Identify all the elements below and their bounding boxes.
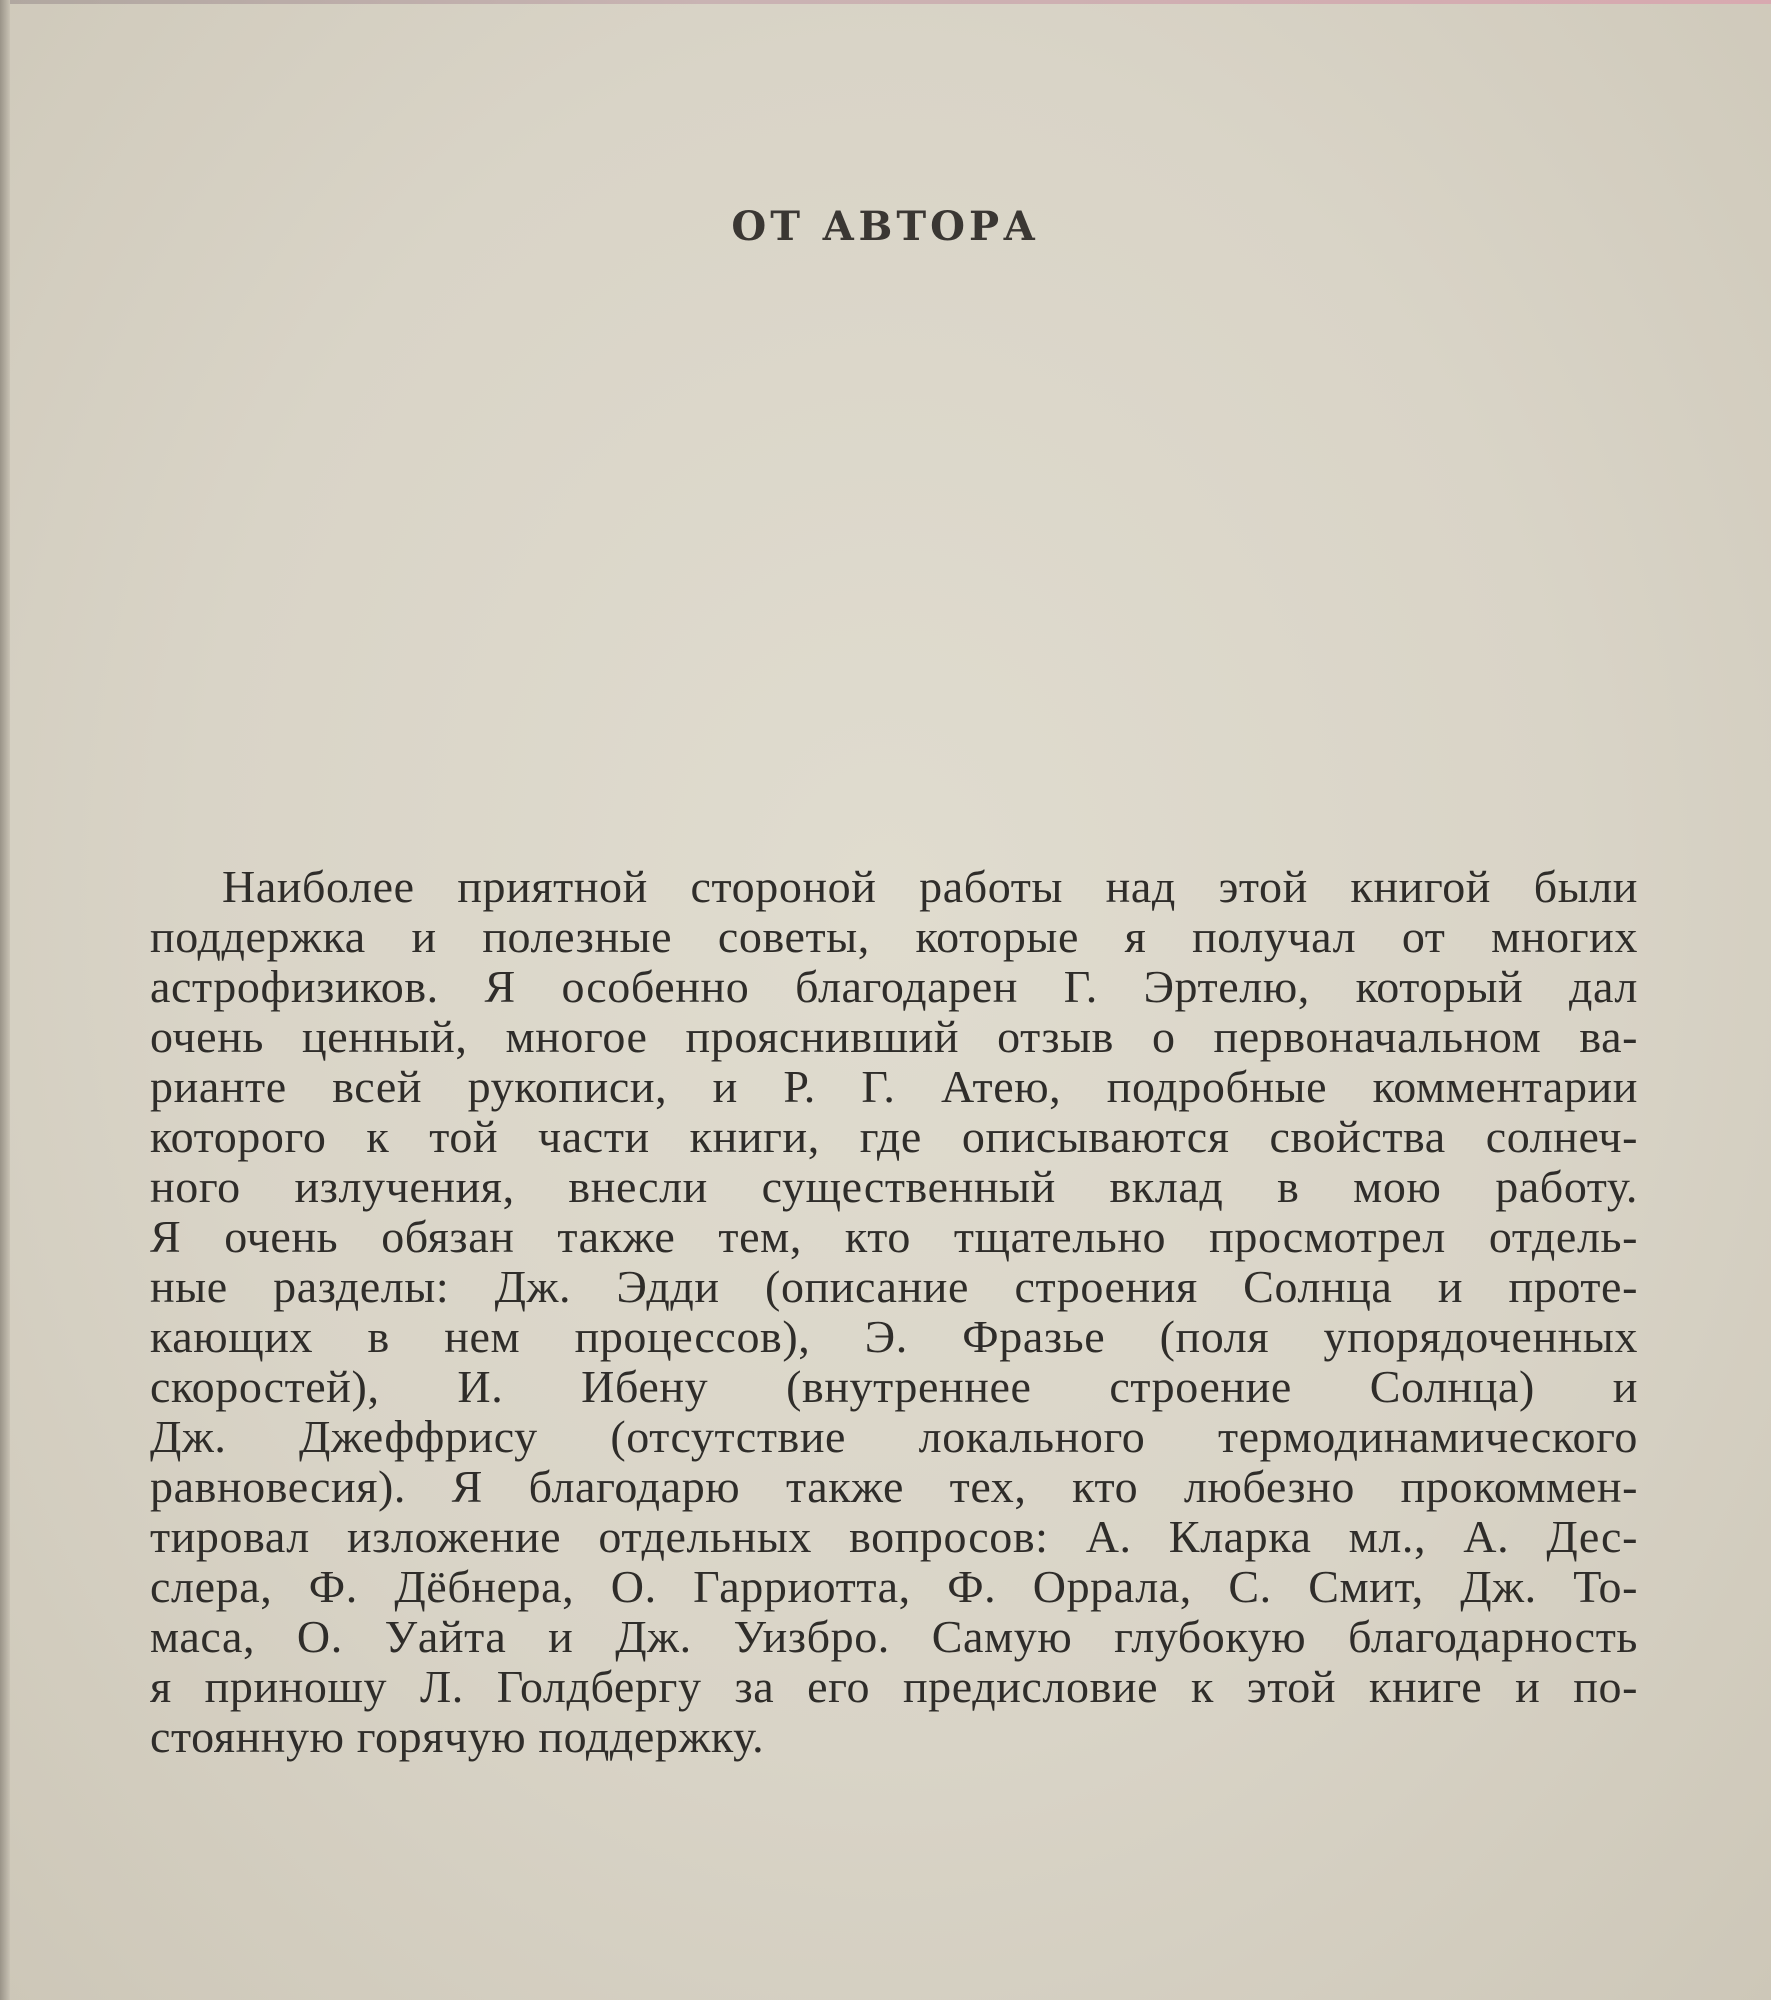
text-line: ного излучения, внесли существенный вклад в мою работу. — [150, 1161, 1638, 1212]
page-heading: ОТ АВТОРА — [731, 203, 1040, 250]
text-line: рианте всей рукописи, и Р. Г. Атею, подробные комментарии — [150, 1061, 1638, 1112]
text-line: Дж. Джеффрису (отсутствие локального термодинамического — [150, 1411, 1638, 1462]
preface-paragraph — [150, 862, 1638, 1762]
text-line: поддержка и полезные советы, которые я получал от многих — [150, 911, 1638, 962]
text-line: Наиболее приятной стороной работы над этой книгой были — [222, 861, 1638, 912]
text-line: Я очень обязан также тем, кто тщательно просмотрел отдель- — [150, 1211, 1638, 1262]
text-line: я приношу Л. Голдбергу за его предисловие к этой книге и по- — [150, 1661, 1638, 1712]
text-line: астрофизиков. Я особенно благодарен Г. Эртелю, который дал — [150, 961, 1638, 1012]
text-line: равновесия). Я благодарю также тех, кто любезно прокоммен- — [150, 1461, 1638, 1512]
text-line: скоростей), И. Ибену (внутреннее строение Солнца) и — [150, 1361, 1638, 1412]
text-line: тировал изложение отдельных вопросов: А. Кларка мл., А. Дес- — [150, 1511, 1638, 1562]
page-top-edge — [0, 0, 1771, 4]
text-line: ные разделы: Дж. Эдди (описание строения Солнца и проте- — [150, 1261, 1638, 1312]
text-line: очень ценный, многое прояснивший отзыв о первоначальном ва- — [150, 1011, 1638, 1062]
text-line: которого к той части книги, где описываются свойства солнеч- — [150, 1111, 1638, 1162]
text-line: кающих в нем процессов), Э. Фразье (поля упорядоченных — [150, 1311, 1638, 1362]
page-binding-edge — [0, 0, 10, 2000]
text-line: маса, О. Уайта и Дж. Уизбро. Самую глубокую благодарность — [150, 1611, 1638, 1662]
text-line: слера, Ф. Дёбнера, О. Гарриотта, Ф. Оррала, С. Смит, Дж. То- — [150, 1561, 1638, 1612]
text-line: стоянную горячую поддержку. — [150, 1711, 765, 1762]
